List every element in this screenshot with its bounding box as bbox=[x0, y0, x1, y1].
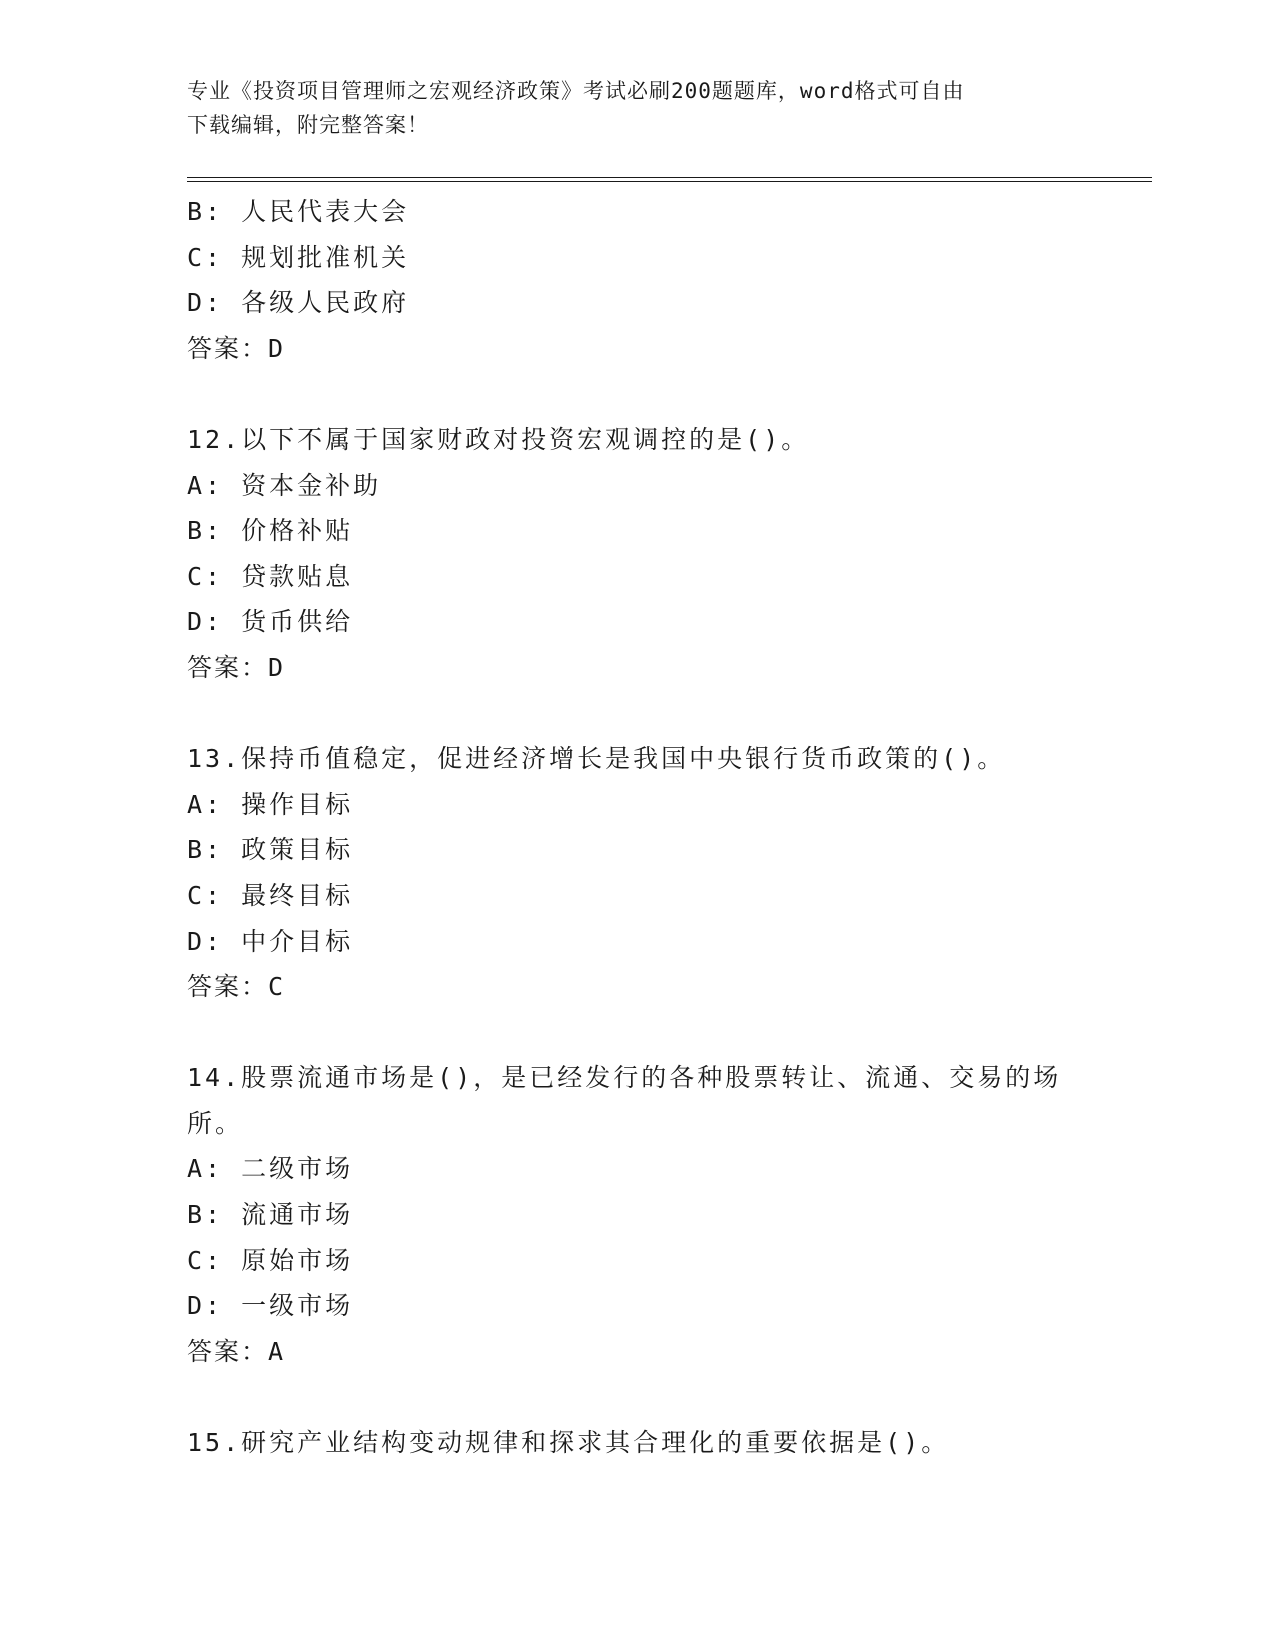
document-header bbox=[187, 74, 1067, 142]
option-b: B: 流通市场 bbox=[187, 1200, 354, 1230]
question-11-continued bbox=[187, 189, 1087, 371]
option-d: D: 中介目标 bbox=[187, 926, 354, 956]
question-stem-line-1: 14.股票流通市场是()，是已经发行的各种股票转让、流通、交易的场 bbox=[187, 1063, 1062, 1093]
answer-line: 答案：C bbox=[187, 972, 286, 1002]
spacer bbox=[187, 691, 1087, 737]
answer-line: 答案：D bbox=[187, 333, 286, 363]
option-c: C: 规划批准机关 bbox=[187, 242, 410, 272]
question-list bbox=[187, 189, 1087, 1466]
option-a: A: 资本金补助 bbox=[187, 470, 382, 500]
header-text-line-1: 专业《投资项目管理师之宏观经济政策》考试必刷200题题库，word格式可自由 bbox=[187, 79, 965, 103]
header-text-line-2: 下载编辑，附完整答案！ bbox=[187, 113, 429, 137]
answer-line: 答案：D bbox=[187, 652, 286, 682]
question-14 bbox=[187, 1055, 1087, 1374]
option-d: D: 货币供给 bbox=[187, 607, 354, 637]
option-b: B: 价格补贴 bbox=[187, 516, 354, 546]
question-15 bbox=[187, 1420, 1087, 1466]
question-12 bbox=[187, 417, 1087, 691]
spacer bbox=[187, 1010, 1087, 1056]
question-stem: 15.研究产业结构变动规律和探求其合理化的重要依据是()。 bbox=[187, 1428, 950, 1458]
option-d: D: 各级人民政府 bbox=[187, 288, 410, 318]
option-b: B: 人民代表大会 bbox=[187, 197, 410, 226]
header-divider-top bbox=[187, 177, 1152, 178]
option-b: B: 政策目标 bbox=[187, 835, 354, 865]
option-c: C: 最终目标 bbox=[187, 880, 354, 910]
question-stem: 12.以下不属于国家财政对投资宏观调控的是()。 bbox=[187, 424, 810, 454]
spacer bbox=[187, 371, 1087, 417]
option-c: C: 原始市场 bbox=[187, 1245, 354, 1275]
option-a: A: 二级市场 bbox=[187, 1154, 354, 1184]
question-stem-line-2: 所。 bbox=[187, 1108, 244, 1138]
option-c: C: 贷款贴息 bbox=[187, 561, 354, 591]
answer-line: 答案：A bbox=[187, 1336, 286, 1366]
header-divider-bottom bbox=[187, 181, 1152, 182]
question-stem: 13.保持币值稳定，促进经济增长是我国中央银行货币政策的()。 bbox=[187, 744, 1006, 774]
question-13 bbox=[187, 736, 1087, 1010]
spacer bbox=[187, 1374, 1087, 1420]
option-a: A: 操作目标 bbox=[187, 789, 354, 819]
option-d: D: 一级市场 bbox=[187, 1291, 354, 1321]
